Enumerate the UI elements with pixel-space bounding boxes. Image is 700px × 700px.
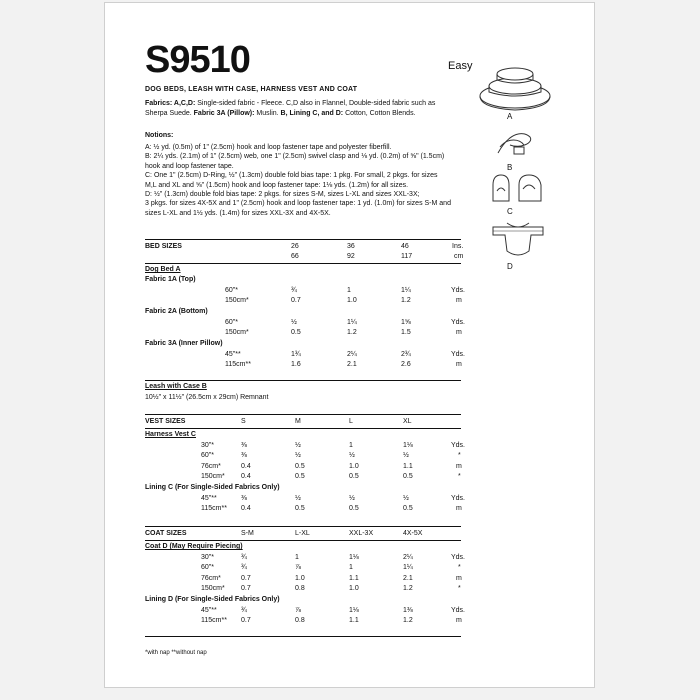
value-cell: ⅜ [241,452,247,459]
notions-heading: Notions: [145,132,174,139]
notions-line: B: 2¼ yds. (2.1m) of 1" (2.5cm) web, one 1" (2.5cm) swivel clasp and ⅛ yd. (0.2m) of ⅝" (1.5cm) [145,153,445,161]
value-cell: 2¼ [347,351,357,358]
table-row [145,452,465,461]
pattern-number: S9510 [145,39,250,81]
value-cell: 0.5 [295,463,305,470]
unit-cell: m [456,361,462,368]
value-cell: 1.0 [295,575,305,582]
value-cell: 2.1 [347,361,357,368]
value-cell: 1⅛ [403,442,413,449]
group-heading: Harness Vest C [145,431,196,438]
value-cell: 0.7 [241,585,251,592]
table-row [145,473,465,482]
value-cell: 1⅛ [349,554,359,561]
value-cell: 0.5 [403,505,413,512]
unit-cell: * [458,473,461,480]
leash-illustration [490,127,540,161]
width-cell: 150cm* [225,329,249,336]
width-cell: 115cm** [201,505,227,512]
value-cell: 1.6 [291,361,301,368]
bed-sizes-cm-row [145,253,465,262]
table-rule [145,380,461,381]
value-cell: ⅞ [295,607,301,614]
value-cell: 1⅝ [401,319,411,326]
value-cell: 1.5 [401,329,411,336]
size-cell: 117 [401,253,413,260]
table-row [145,297,465,306]
footnote: *with nap **without nap [145,650,207,656]
width-cell: 60"* [225,319,238,326]
value-cell: ⅜ [241,495,247,502]
table-row [145,463,465,472]
unit-cell: m [456,575,462,582]
table-rule [145,414,461,415]
value-cell: 0.4 [241,505,251,512]
lining-heading: Lining C (For Single-Sided Fabrics Only) [145,484,280,491]
table-row [145,617,465,626]
unit-cell: Yds. [451,554,466,561]
value-cell: 0.5 [403,473,413,480]
unit-cell: Yds. [451,442,466,449]
value-cell: ½ [349,495,355,502]
value-cell: 2¼ [403,554,413,561]
fabrics-label-2: Fabric 3A (Pillow): [193,109,255,117]
size-cell: 26 [291,243,299,250]
value-cell: 1.2 [347,329,357,336]
value-cell: 1.2 [403,585,413,592]
value-cell: 1.1 [349,617,359,624]
value-cell: 1 [347,287,351,294]
width-cell: 150cm* [225,297,249,304]
table-rule [145,540,461,541]
width-cell: 45"** [201,607,217,614]
width-cell: 150cm* [201,585,225,592]
value-cell: ¾ [291,287,297,294]
unit-cell: Yds. [451,607,466,614]
figure-label-b: B [507,163,513,172]
difficulty-label: Easy [448,60,473,72]
value-cell: 0.5 [295,505,305,512]
size-cell: M [295,418,301,425]
pattern-title: DOG BEDS, LEASH WITH CASE, HARNESS VEST AND COAT [145,86,358,93]
notions-line: 3 pkgs. for sizes 4X-5X and 1" (2.5cm) hook and loop fastener tape: 1 yd. (1.0m) for sizes S-M and [145,200,451,208]
value-cell: 1¼ [403,564,413,571]
width-cell: 60"* [201,452,214,459]
value-cell: ½ [403,452,409,459]
lining-heading: Lining D (For Single-Sided Fabrics Only) [145,596,280,603]
unit-cell: m [456,329,462,336]
value-cell: ½ [349,452,355,459]
fabrics-text-1: Single-sided fabric - Fleece. C,D also in Flannel, Double-sided fabric such as Sherpa Suede. [145,100,436,117]
width-cell: 30"* [201,442,214,449]
value-cell: 0.5 [349,473,359,480]
width-cell: 76cm* [201,463,221,470]
unit-cell: cm [454,253,464,260]
table-row [145,575,465,584]
value-cell: 1.2 [401,297,411,304]
value-cell: 1.0 [347,297,357,304]
width-cell: 115cm** [225,361,251,368]
width-cell: 30"* [201,554,214,561]
notions-line: hook and loop fastener tape. [145,162,234,170]
value-cell: 1 [295,554,299,561]
width-cell: 76cm* [201,575,221,582]
value-cell: 0.5 [295,473,305,480]
table-row [145,442,465,451]
value-cell: ½ [295,495,301,502]
size-cell: XL [403,418,412,425]
width-cell: 60"* [225,287,238,294]
unit-cell: m [456,463,462,470]
figure-label-d: D [507,262,513,271]
unit-cell: * [458,564,461,571]
unit-cell: m [456,617,462,624]
value-cell: 0.5 [349,505,359,512]
fabrics-text-2: Muslin. [254,109,281,117]
value-cell: 1.0 [349,463,359,470]
size-cell: 4X-5X [403,530,423,537]
value-cell: 0.7 [291,297,301,304]
fabrics-label-3: B, Lining C, and D: [280,109,344,117]
size-cell: 66 [291,253,299,260]
width-cell: 45"** [201,495,217,502]
width-cell: 60"* [201,564,214,571]
value-cell: 0.8 [295,585,305,592]
value-cell: 0.4 [241,473,251,480]
value-cell: 0.5 [291,329,301,336]
dog-bed-illustration [475,58,555,113]
group-heading: Coat D (May Require Piecing) [145,543,243,550]
group-heading: Dog Bed A [145,266,181,273]
value-cell: ⅜ [241,442,247,449]
value-cell: 1⅜ [403,607,413,614]
table-rule [145,428,461,429]
value-cell: 1 [349,564,353,571]
fabrics-label: Fabrics: A,C,D: [145,100,196,107]
value-cell: 0.7 [241,617,251,624]
table-rule [145,526,461,527]
value-cell: 1 [349,442,353,449]
width-cell: 45"** [225,351,241,358]
unit-cell: m [456,297,462,304]
value-cell: ¾ [241,554,247,561]
width-cell: 150cm* [201,473,225,480]
coat-header-row [145,530,465,539]
value-cell: 1.1 [403,463,413,470]
pattern-envelope-back [104,2,595,688]
unit-cell: Yds. [451,319,466,326]
notions-list [145,143,475,218]
notions-line: A: ½ yd. (0.5m) of 1" (2.5cm) hook and loop fastener tape and polyester fiberfill. [145,144,392,151]
fabrics-text [145,99,445,118]
figure-label-a: A [507,112,513,121]
unit-cell: Yds. [451,287,466,294]
value-cell: ½ [295,452,301,459]
value-cell: 1⅛ [349,607,359,614]
value-cell: ⅞ [295,564,301,571]
size-cell: 36 [347,243,355,250]
unit-cell: Ins. [452,243,464,250]
coat-sizes-header: COAT SIZES [145,530,187,537]
section-heading: Fabric 1A (Top) [145,276,196,283]
value-cell: 0.7 [241,575,251,582]
section-heading: Fabric 2A (Bottom) [145,308,208,315]
size-cell: S [241,418,246,425]
table-row [145,585,465,594]
leash-heading: Leash with Case B [145,383,207,390]
unit-cell: Yds. [451,495,466,502]
harness-vest-illustration [489,171,545,205]
notions-line: C: One 1" (2.5cm) D-Ring, ½" (1.3cm) double fold bias tape: 1 pkg. For small, 2 pkgs. for sizes [145,172,438,180]
table-row [145,554,465,563]
bed-sizes-header: BED SIZES [145,243,182,250]
table-rule [145,636,461,637]
size-cell: 92 [347,253,355,260]
table-row [145,319,465,328]
table-row [145,505,465,514]
value-cell: 2¾ [401,351,411,358]
table-row [145,351,465,360]
value-cell: 0.8 [295,617,305,624]
figure-label-c: C [507,207,513,216]
section-heading: Fabric 3A (Inner Pillow) [145,340,223,347]
coat-illustration [487,217,549,259]
value-cell: ½ [291,319,297,326]
value-cell: ¾ [241,564,247,571]
table-row [145,607,465,616]
notions-line: D: ½" (1.3cm) double fold bias tape: 2 pkgs. for sizes S-M, sizes L-XL and sizes XXL-3X; [145,191,420,199]
value-cell: 1¼ [401,287,411,294]
unit-cell: Yds. [451,351,466,358]
unit-cell: * [458,585,461,592]
leash-text: 10½" x 11½" (26.5cm x 29cm) Remnant [145,394,269,401]
value-cell: ¾ [241,607,247,614]
size-cell: XXL-3X [349,530,374,537]
size-cell: L [349,418,353,425]
notions-line: sizes L-XL and 1½ yds. (1.4m) for sizes XXL-3X and 4X-5X. [145,209,331,217]
vest-sizes-header: VEST SIZES [145,418,186,425]
fabrics-text-3: Cotton, Cotton Blends. [343,109,416,117]
unit-cell: * [458,452,461,459]
value-cell: 1¾ [291,351,301,358]
notions-line: M,L and XL and ⅝" (1.5cm) hook and loop fastener tape: 1⅛ yds. (1.2m) for all sizes. [145,181,409,189]
size-cell: L-XL [295,530,310,537]
value-cell: 1.0 [349,585,359,592]
width-cell: 115cm** [201,617,227,624]
table-row [145,495,465,504]
vest-header-row [145,418,465,427]
size-cell: 46 [401,243,409,250]
table-rule [145,239,461,240]
value-cell: 1¼ [347,319,357,326]
unit-cell: m [456,505,462,512]
value-cell: ½ [295,442,301,449]
table-row [145,361,465,370]
value-cell: 1.2 [403,617,413,624]
bed-sizes-in-row [145,243,465,252]
value-cell: 2.1 [403,575,413,582]
value-cell: 2.6 [401,361,411,368]
table-row [145,287,465,296]
table-rule [145,263,461,264]
value-cell: 1.1 [349,575,359,582]
value-cell: 0.4 [241,463,251,470]
table-row [145,564,465,573]
value-cell: ½ [403,495,409,502]
size-cell: S-M [241,530,254,537]
table-row [145,329,465,338]
